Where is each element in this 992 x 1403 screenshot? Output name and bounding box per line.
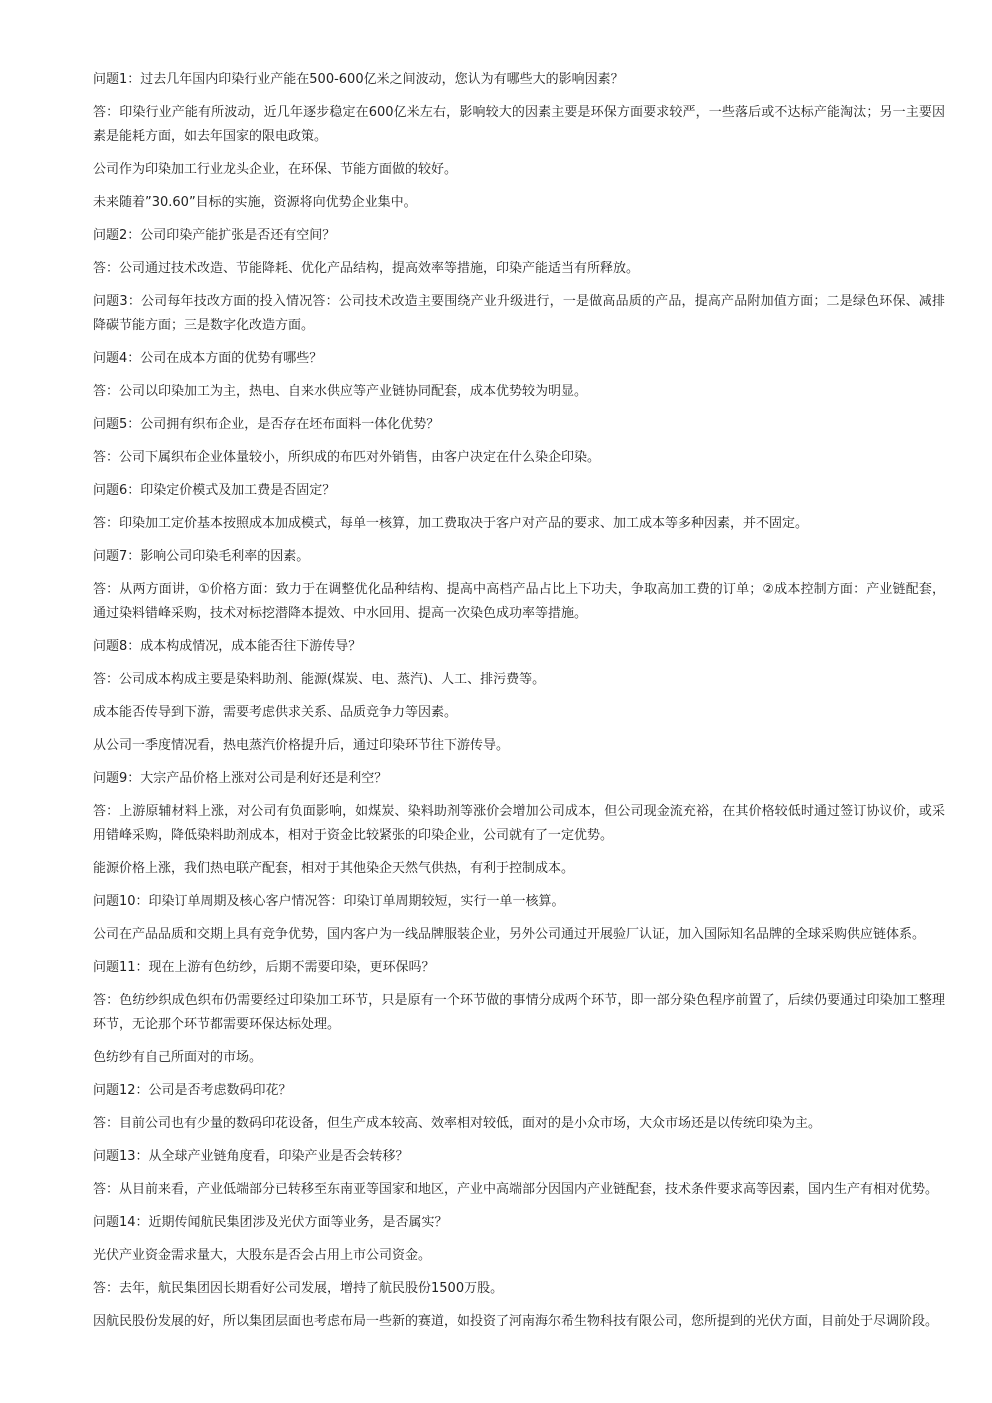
paragraph-a8-2: 成本能否传导到下游，需要考虑供求关系、品质竞争力等因素。 <box>93 705 458 720</box>
paragraph-q3: 问题3：公司每年技改方面的投入情况答：公司技术改造主要围绕产业升级进行，一是做高品质的产品，提高产品附加值方面；二是绿色环保、减排降碳节能方面；三是数字化改造方面。 <box>93 294 945 333</box>
paragraph-a2: 答：公司通过技术改造、节能降耗、优化产品结构，提高效率等措施，印染产能适当有所释放。 <box>93 261 640 276</box>
paragraph-a8-3: 从公司一季度情况看，热电蒸汽价格提升后，通过印染环节往下游传导。 <box>93 738 510 753</box>
paragraph-a14: 答：去年，航民集团因长期看好公司发展，增持了航民股份1500万股。 <box>93 1281 504 1296</box>
paragraph-a1-2: 公司作为印染加工行业龙头企业，在环保、节能方面做的较好。 <box>93 162 458 177</box>
paragraph-q13: 问题13：从全球产业链角度看，印染产业是否会转移？ <box>93 1149 409 1164</box>
paragraph-q14: 问题14：近期传闻航民集团涉及光伏方面等业务，是否属实？ <box>93 1215 448 1230</box>
paragraph-q1: 问题1：过去几年国内印染行业产能在500-600亿米之间波动，您认为有哪些大的影响因素？ <box>93 72 624 87</box>
paragraph-a14-2: 因航民股份发展的好，所以集团层面也考虑布局一些新的赛道，如投资了河南海尔希生物科技有限公司，您所提到的光伏方面，目前处于尽调阶段。 <box>93 1314 939 1329</box>
paragraph-a12: 答：目前公司也有少量的数码印花设备，但生产成本较高、效率相对较低，面对的是小众市场，大众市场还是以传统印染为主。 <box>93 1116 822 1131</box>
paragraph-q14-2: 光伏产业资金需求量大，大股东是否会占用上市公司资金。 <box>93 1248 432 1263</box>
paragraph-a9: 答：上游原辅材料上涨，对公司有负面影响，如煤炭、染料助剂等涨价会增加公司成本，但公司现金流充裕，在其价格较低时通过签订协议价，或采用错峰采购，降低染料助剂成本，相对于资金比较紧张的印染企业，公司就有了一定优势。 <box>93 804 945 843</box>
paragraph-a11: 答：色纺纱织成色织布仍需要经过印染加工环节，只是原有一个环节做的事情分成两个环节，即一部分染色程序前置了，后续仍要通过印染加工整理环节，无论那个环节都需要环保达标处理。 <box>93 993 945 1032</box>
paragraph-a4: 答：公司以印染加工为主，热电、自来水供应等产业链协同配套，成本优势较为明显。 <box>93 384 588 399</box>
paragraph-q2: 问题2：公司印染产能扩张是否还有空间？ <box>93 228 336 243</box>
paragraph-q9: 问题9：大宗产品价格上涨对公司是利好还是利空？ <box>93 771 388 786</box>
document-page <box>93 68 945 1343</box>
paragraph-q5: 问题5：公司拥有织布企业，是否存在坯布面料一体化优势？ <box>93 417 440 432</box>
paragraph-a1: 答：印染行业产能有所波动，近几年逐步稳定在600亿米左右，影响较大的因素主要是环保方面要求较严，一些落后或不达标产能淘汰；另一主要因素是能耗方面，如去年国家的限电政策。 <box>93 105 945 144</box>
paragraph-a6: 答：印染加工定价基本按照成本加成模式，每单一核算，加工费取决于客户对产品的要求、加工成本等多种因素，并不固定。 <box>93 516 809 531</box>
paragraph-a9-2: 能源价格上涨，我们热电联产配套，相对于其他染企天然气供热，有利于控制成本。 <box>93 861 575 876</box>
paragraph-a10-2: 公司在产品品质和交期上具有竞争优势，国内客户为一线品牌服装企业，另外公司通过开展验厂认证，加入国际知名品牌的全球采购供应链体系。 <box>93 927 926 942</box>
paragraph-a5: 答：公司下属织布企业体量较小，所织成的布匹对外销售，由客户决定在什么染企印染。 <box>93 450 601 465</box>
paragraph-q11: 问题11：现在上游有色纺纱，后期不需要印染，更环保吗？ <box>93 960 435 975</box>
paragraph-q12: 问题12：公司是否考虑数码印花？ <box>93 1083 292 1098</box>
paragraph-q8: 问题8：成本构成情况，成本能否往下游传导？ <box>93 639 362 654</box>
paragraph-a11-2: 色纺纱有自己所面对的市场。 <box>93 1050 263 1065</box>
paragraph-a8: 答：公司成本构成主要是染料助剂、能源(煤炭、电、蒸汽)、人工、排污费等。 <box>93 672 546 687</box>
paragraph-q6: 问题6：印染定价模式及加工费是否固定？ <box>93 483 336 498</box>
paragraph-q7: 问题7：影响公司印染毛利率的因素。 <box>93 549 310 564</box>
paragraph-q10: 问题10：印染订单周期及核心客户情况答：印染订单周期较短，实行一单一核算。 <box>93 894 565 909</box>
paragraph-a13: 答：从目前来看，产业低端部分已转移至东南亚等国家和地区，产业中高端部分因国内产业链配套，技术条件要求高等因素，国内生产有相对优势。 <box>93 1182 939 1197</box>
paragraph-a7: 答：从两方面讲，①价格方面：致力于在调整优化品种结构、提高中高档产品占比上下功夫，争取高加工费的订单；②成本控制方面：产业链配套，通过染料错峰采购，技术对标挖潜降本提效、中水回用、提高一次染色成功率等措施。 <box>93 582 945 621</box>
paragraph-q4: 问题4：公司在成本方面的优势有哪些？ <box>93 351 323 366</box>
paragraph-a1-3: 未来随着”30.60”目标的实施，资源将向优势企业集中。 <box>93 195 417 210</box>
